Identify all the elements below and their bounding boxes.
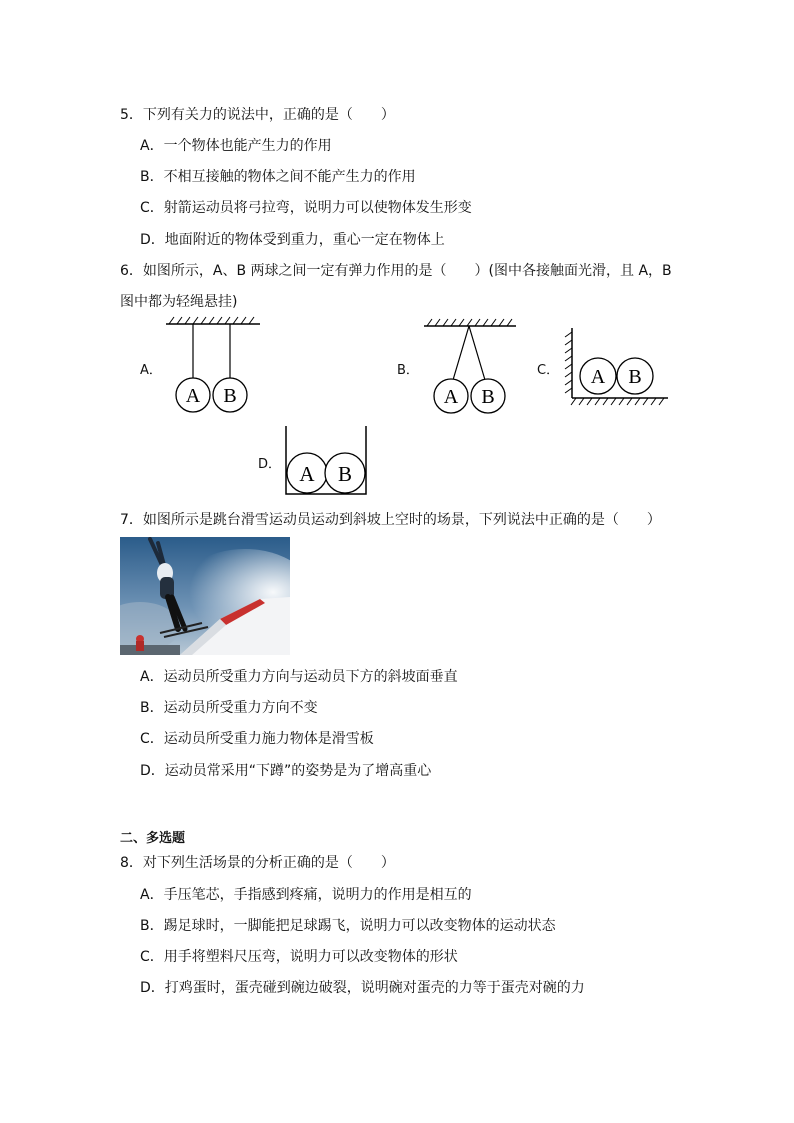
q8-option-b: B．踢足球时，一脚能把足球踢飞，说明力可以改变物体的运动状态 xyxy=(140,918,556,934)
q6-figure-d xyxy=(282,424,372,499)
q8-option-c: C．用手将塑料尺压弯，说明力可以改变物体的形状 xyxy=(140,949,458,965)
q5-option-a: A．一个物体也能产生力的作用 xyxy=(140,138,332,154)
q6-figure-c xyxy=(558,322,673,407)
q8-option-a: A．手压笔芯，手指感到疼痛，说明力的作用是相互的 xyxy=(140,887,472,903)
ball-a-label: A xyxy=(299,462,315,486)
q6-label-d: D． xyxy=(258,457,282,472)
q5-option-c: C．射箭运动员将弓拉弯，说明力可以使物体发生形变 xyxy=(140,200,472,216)
ball-b-label: B xyxy=(223,385,237,407)
ball-a-label: A xyxy=(443,386,459,408)
ski-jump-photo xyxy=(120,537,290,655)
q5-stem: 5．下列有关力的说法中，正确的是（ ） xyxy=(120,107,395,123)
q7-option-c: C．运动员所受重力施力物体是滑雪板 xyxy=(140,731,374,747)
ball-b-label: B xyxy=(481,386,495,408)
q5-option-d: D．地面附近的物体受到重力，重心一定在物体上 xyxy=(140,232,445,248)
ball-a-label: A xyxy=(185,385,201,407)
ball-a-label: A xyxy=(590,366,606,388)
q6-figure-b xyxy=(418,312,528,417)
q6-figure-a xyxy=(160,312,270,417)
q6-label-a: A． xyxy=(140,363,162,378)
ball-b-label: B xyxy=(628,366,642,388)
q7-stem: 7．如图所示是跳台滑雪运动员运动到斜坡上空时的场景，下列说法中正确的是（ ） xyxy=(120,512,661,528)
q8-option-d: D．打鸡蛋时，蛋壳碰到碗边破裂，说明碗对蛋壳的力等于蛋壳对碗的力 xyxy=(140,980,585,996)
q8-stem: 8．对下列生活场景的分析正确的是（ ） xyxy=(120,855,395,871)
q6-label-c: C． xyxy=(537,363,560,378)
q6-label-b: B． xyxy=(397,363,419,378)
q7-option-b: B．运动员所受重力方向不变 xyxy=(140,700,318,716)
ball-b-label: B xyxy=(337,462,353,486)
q6-stem-line1: 6．如图所示，A、B 两球之间一定有弹力作用的是（ ）(图中各接触面光滑，且 A，B xyxy=(120,263,672,279)
q7-option-a: A．运动员所受重力方向与运动员下方的斜坡面垂直 xyxy=(140,669,458,685)
section-title: 二、多选题 xyxy=(120,831,186,846)
q5-option-b: B．不相互接触的物体之间不能产生力的作用 xyxy=(140,169,416,185)
q7-option-d: D．运动员常采用“下蹲”的姿势是为了增高重心 xyxy=(140,763,432,779)
q6-stem-line2: 图中都为轻绳悬挂) xyxy=(120,294,238,310)
